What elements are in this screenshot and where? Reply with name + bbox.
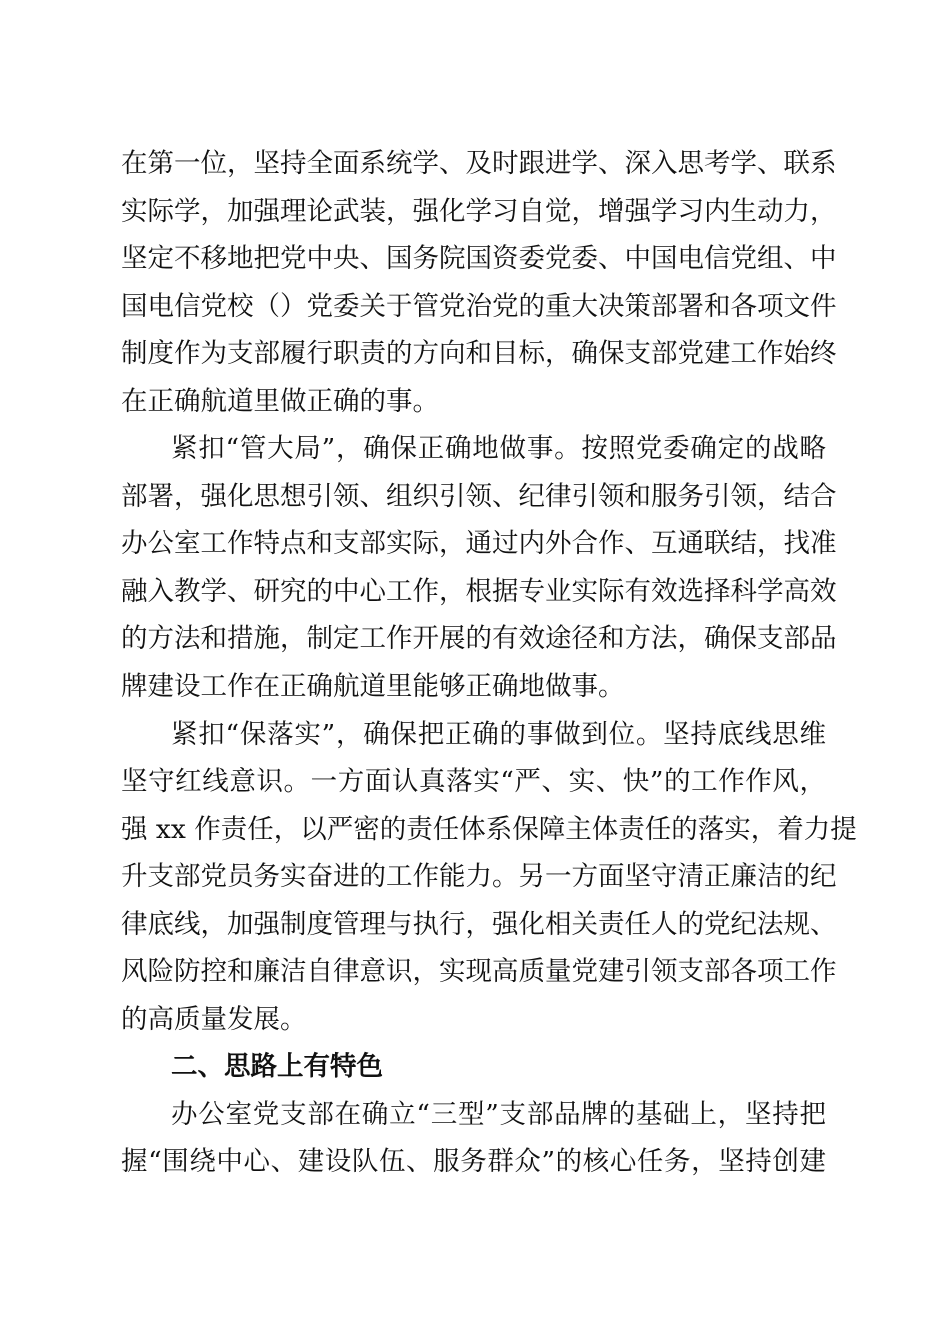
paragraph-line: 紧扣“保落实”，确保把正确的事做到位。坚持底线思维 xyxy=(171,718,826,750)
paragraph-line: 部署，强化思想引领、组织引领、纪律引领和服务引领，结合 xyxy=(121,480,837,512)
paragraph-line: 的方法和措施，制定工作开展的有效途径和方法，确保支部品 xyxy=(121,623,837,655)
paragraph-line: 办公室工作特点和支部实际，通过内外合作、互通联结，找准 xyxy=(121,528,837,560)
paragraph-line: 强 xx 作责任，以严密的责任体系保障主体责任的落实，着力提 xyxy=(121,813,857,845)
paragraph-line: 国电信党校（）党委关于管党治党的重大决策部署和各项文件 xyxy=(121,290,837,322)
paragraph-line: 律底线，加强制度管理与执行，强化相关责任人的党纪法规、 xyxy=(121,908,837,940)
paragraph-line: 在正确航道里做正确的事。 xyxy=(121,385,439,417)
paragraph-line: 坚守红线意识。一方面认真落实“严、实、快”的工作作风， xyxy=(121,766,826,798)
paragraph-line: 的高质量发展。 xyxy=(121,1003,307,1035)
paragraph-line: 在第一位，坚持全面系统学、及时跟进学、深入思考学、联系 xyxy=(121,148,837,179)
paragraph-line: 制度作为支部履行职责的方向和目标，确保支部党建工作始终 xyxy=(121,338,837,370)
body-text xyxy=(121,140,857,1186)
section-heading: 二、思路上有特色 xyxy=(171,1051,383,1083)
paragraph-line: 风险防控和廉洁自律意识，实现高质量党建引领支部各项工作 xyxy=(121,956,837,988)
paragraph-line: 升支部党员务实奋进的工作能力。另一方面坚守清正廉洁的纪 xyxy=(121,861,837,893)
paragraph-line: 紧扣“管大局”，确保正确地做事。按照党委确定的战略 xyxy=(171,433,826,465)
paragraph-line: 握“围绕中心、建设队伍、服务群众”的核心任务，坚持创建 xyxy=(121,1146,826,1178)
paragraph-line: 牌建设工作在正确航道里能够正确地做事。 xyxy=(121,671,625,703)
paragraph-line: 实际学，加强理论武装，强化学习自觉，增强学习内生动力， xyxy=(121,195,837,227)
paragraph-line: 坚定不移地把党中央、国务院国资委党委、中国电信党组、中 xyxy=(121,243,837,275)
paragraph-line: 办公室党支部在确立“三型”支部品牌的基础上，坚持把 xyxy=(171,1098,826,1130)
paragraph-line: 融入教学、研究的中心工作，根据专业实际有效选择科学高效 xyxy=(121,575,837,607)
